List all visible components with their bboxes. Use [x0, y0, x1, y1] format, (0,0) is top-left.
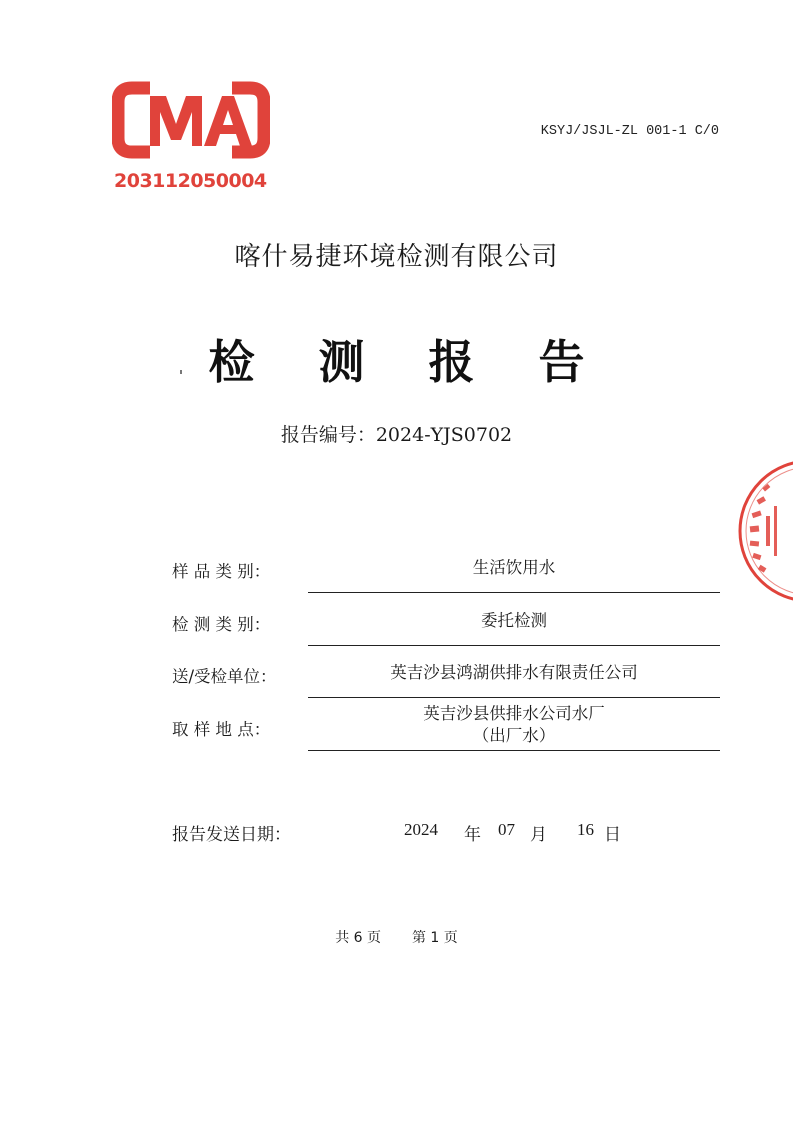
field-value-line2: （出厂水）	[472, 726, 556, 745]
field-underline	[308, 697, 720, 698]
document-control-code: KSYJ/JSJL-ZL 001-1 C/0	[540, 124, 719, 139]
field-sample-category	[172, 558, 720, 594]
field-label: 取 样 地 点：	[172, 720, 271, 739]
field-submitting-unit	[172, 663, 720, 699]
date-year: 2024	[404, 820, 438, 839]
scan-speck	[180, 370, 182, 374]
page-current: 第 1 页	[411, 930, 458, 946]
field-value: 英吉沙县鸿湖供排水有限责任公司	[390, 663, 638, 682]
report-number-label: 报告编号：	[280, 424, 376, 446]
report-send-date	[172, 820, 720, 846]
date-day-unit: 日	[604, 825, 621, 845]
date-month-unit: 月	[530, 825, 547, 845]
official-seal-icon	[730, 456, 793, 606]
field-test-category	[172, 611, 720, 647]
field-label: 样 品 类 别：	[172, 562, 271, 581]
page-total: 共 6 页	[335, 930, 382, 946]
cma-certificate-number: 203112050004	[114, 170, 267, 192]
field-value-line1: 英吉沙县供排水公司水厂	[423, 704, 605, 723]
field-underline	[308, 645, 720, 646]
field-label: 检 测 类 别：	[172, 615, 271, 634]
field-underline	[308, 750, 720, 751]
company-name: 喀什易捷环境检测有限公司	[234, 242, 559, 272]
field-label: 送/受检单位：	[172, 667, 277, 686]
field-underline	[308, 592, 720, 593]
report-number-value: 2024-YJS0702	[375, 424, 513, 446]
report-number	[0, 420, 793, 447]
page-title: 检 测 报 告	[208, 335, 609, 389]
cma-logo-icon	[112, 80, 270, 198]
page-counter	[0, 927, 793, 947]
date-label: 报告发送日期：	[172, 825, 291, 845]
field-value: 委托检测	[481, 611, 547, 630]
field-sampling-location	[172, 703, 720, 753]
date-day: 16	[577, 820, 594, 839]
date-year-unit: 年	[464, 825, 481, 845]
field-value: 生活饮用水	[472, 558, 556, 577]
date-month: 07	[498, 820, 515, 839]
